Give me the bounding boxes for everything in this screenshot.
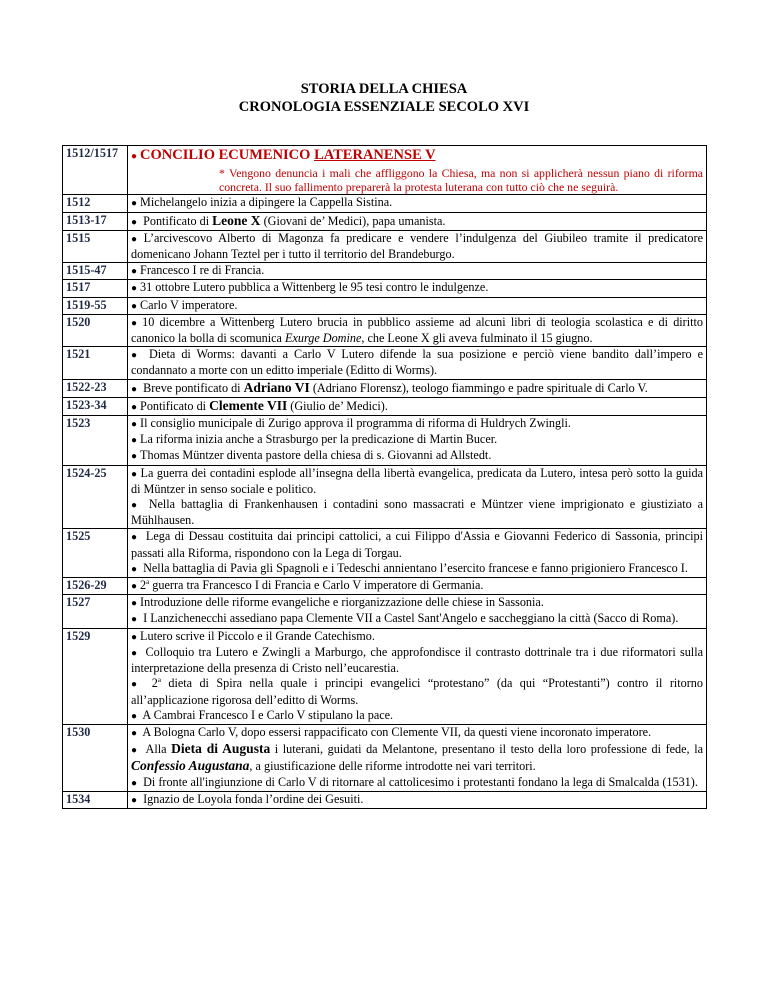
year-cell: 1523 [63, 416, 128, 466]
year-cell: 1520 [63, 314, 128, 346]
table-row [63, 347, 707, 379]
bullet-icon: ● [131, 383, 138, 395]
year-cell: 1515 [63, 230, 128, 262]
table-row [63, 465, 707, 529]
year-cell: 1524-25 [63, 465, 128, 529]
event-item: ● Nella battaglia di Frankenhausen i contadini sono massacrati e Müntzer viene imprigionato e giustiziato a Mühlhausen. [131, 497, 704, 528]
bullet-icon: ● [131, 777, 138, 789]
table-row [63, 416, 707, 466]
table-row [63, 280, 707, 297]
table-row [63, 230, 707, 262]
event-cell: ● Breve pontificato di Adriano VI (Adriano Florensz), teologo fiammingo e padre spirituale di Carlo V. [128, 379, 707, 397]
document-subtitle: CRONOLOGIA ESSENZIALE SECOLO XVI [238, 99, 530, 115]
bullet-icon: ● [131, 500, 140, 512]
table-row [63, 628, 707, 724]
council-heading: ● CONCILIO ECUMENICO LATERANENSE V [131, 147, 436, 163]
table-row [63, 595, 707, 628]
event-item: ● Lutero scrive il Piccolo e il Grande Catechismo. [131, 628, 375, 643]
bullet-icon: ● [131, 198, 138, 210]
table-row [63, 791, 707, 808]
bullet-icon: ● [131, 468, 138, 480]
document-title: STORIA DELLA CHIESA [300, 81, 468, 97]
event-cell [128, 595, 707, 628]
event-cell [128, 628, 707, 724]
bullet-icon: ● [131, 151, 138, 162]
event-cell [128, 146, 707, 195]
event-cell: ● L’arcivescovo Alberto di Magonza fa predicare e vendere l’indulgenza del Giubileo tramite il predicatore domenicano Johann Teztel per i tutto il territorio del Brandeburgo. [128, 230, 707, 262]
table-row [63, 724, 707, 791]
year-cell: 1526-29 [63, 578, 128, 595]
bullet-icon: ● [131, 647, 139, 659]
table-row [63, 263, 707, 280]
chronology-table [62, 145, 707, 809]
table-row [63, 379, 707, 397]
event-cell [128, 724, 707, 791]
event-item: ● Alla Dieta di Augusta i luterani, guidati da Melantone, presentano il testo della loro professione di fede, la Confessio Augustana, a giustificazione delle riforme introdotte nei vari territori. [131, 741, 703, 774]
event-cell [128, 416, 707, 466]
event-cell: ● Pontificato di Clemente VII (Giulio de’ Medici). [128, 397, 707, 415]
event-item: ● La guerra dei contadini esplode all’insegna della libertà evangelica, predicata da Lutero, intesa però sotto la guida di Müntzer in senso sociale e politico. [131, 465, 703, 496]
event-item: ● A Bologna Carlo V, dopo essersi rappacificato con Clemente VII, da questi viene incoronato imperatore. [131, 724, 652, 739]
bullet-icon: ● [131, 794, 138, 806]
event-cell: ● Francesco I re di Francia. [128, 263, 707, 280]
bullet-icon: ● [131, 532, 139, 544]
event-cell: ● Ignazio de Loyola fonda l’ordine dei Gesuiti. [128, 791, 707, 808]
bullet-icon: ● [131, 563, 138, 575]
bullet-icon: ● [131, 283, 138, 295]
bullet-icon: ● [131, 401, 138, 413]
event-item: ● Il consiglio municipale di Zurigo approva il programma di riforma di Huldrych Zwingli. [131, 416, 571, 431]
year-cell: 1530 [63, 724, 128, 791]
year-cell: 1521 [63, 347, 128, 379]
event-cell [128, 465, 707, 529]
bullet-icon: ● [131, 581, 138, 593]
table-row [63, 212, 707, 230]
event-cell: ● 10 dicembre a Wittenberg Lutero brucia in pubblico assieme ad alcuni libri di teologia scolastica e di diritto canonico la bolla di scomunica Exurge Domine, che Leone X gli aveva fulminato il 15 giugno. [128, 314, 707, 346]
table-row [63, 297, 707, 314]
year-cell: 1512/1517 [63, 146, 128, 195]
event-item: ● Introduzione delle riforme evangeliche e riorganizzazione delle chiese in Sassonia. [131, 595, 544, 610]
event-cell [128, 529, 707, 578]
year-cell: 1523-34 [63, 397, 128, 415]
event-cell: ● Pontificato di Leone X (Giovani de’ Medici), papa umanista. [128, 212, 707, 230]
year-cell: 1517 [63, 280, 128, 297]
bullet-icon: ● [131, 745, 139, 757]
event-cell: ● Carlo V imperatore. [128, 297, 707, 314]
event-item: ● I Lanzichenecchi assediano papa Clemente VII a Castel Sant'Angelo e saccheggiano la città (Sacco di Roma). [131, 611, 679, 626]
year-cell: 1519-55 [63, 297, 128, 314]
bullet-icon: ● [131, 435, 138, 447]
bullet-icon: ● [131, 451, 138, 463]
year-cell: 1527 [63, 595, 128, 628]
bullet-icon: ● [131, 233, 141, 245]
event-cell: ● 31 ottobre Lutero pubblica a Wittenberg le 95 tesi contro le indulgenze. [128, 280, 707, 297]
year-cell: 1515-47 [63, 263, 128, 280]
event-cell: ● 2$^a$ guerra tra Francesco I di Francia e Carlo V imperatore di Germania. [128, 578, 707, 595]
bullet-icon: ● [131, 679, 142, 691]
table-row [63, 529, 707, 578]
council-note: * Vengono denuncia i mali che affliggono la Chiesa, ma non si applicherà nessun piano di riforma concreta. Il suo fallimento preparerà la protesta luterana con tutto ciò che ne seguirà. [219, 166, 703, 195]
year-cell: 1534 [63, 791, 128, 808]
table-row [63, 578, 707, 595]
document-header [0, 80, 768, 116]
year-cell: 1522-23 [63, 379, 128, 397]
year-cell: 1512 [63, 195, 128, 212]
event-item: ● La riforma inizia anche a Strasburgo per la predicazione di Martin Bucer. [131, 432, 498, 447]
event-item: ● Nella battaglia di Pavia gli Spagnoli e i Tedeschi annientano l’esercito francese e fanno prigioniero Francesco I. [131, 560, 688, 575]
bullet-icon: ● [131, 317, 140, 329]
bullet-icon: ● [131, 727, 138, 739]
bullet-icon: ● [131, 710, 138, 722]
bullet-icon: ● [131, 631, 138, 643]
bullet-icon: ● [131, 350, 140, 362]
event-item: ● 2$^a$ dieta di Spira nella quale i principi evangelici “protestano” (da qui “Protestanti”) contro il ritorno all’applicazione rigorosa dell’editto di Worms. [131, 676, 703, 707]
bullet-icon: ● [131, 419, 138, 431]
table-row [63, 146, 707, 195]
event-item: ● Di fronte all'ingiunzione di Carlo V di ritornare al cattolicesimo i protestanti fondano la lega di Smalcalda (1531). [131, 774, 698, 789]
year-cell: 1529 [63, 628, 128, 724]
bullet-icon: ● [131, 216, 138, 228]
table-row [63, 314, 707, 346]
event-item: ● A Cambrai Francesco I e Carlo V stipulano la pace. [131, 707, 394, 722]
table-row [63, 397, 707, 415]
bullet-icon: ● [131, 614, 138, 626]
event-item: ● Thomas Müntzer diventa pastore della chiesa di s. Giovanni ad Allstedt. [131, 448, 492, 463]
event-cell: ● Dieta di Worms: davanti a Carlo V Lutero difende la sua posizione e perciò viene bandito dall’impero e condannato a morte con un editto imperiale (Editto di Worms). [128, 347, 707, 379]
event-item: ● Lega di Dessau costituita dai principi cattolici, a cui Filippo d'Assia e Giovanni Federico di Sassonia, principi passati alla Riforma, rispondono con la Lega di Torgau. [131, 529, 704, 560]
bullet-icon: ● [131, 598, 138, 610]
bullet-icon: ● [131, 300, 138, 312]
table-row [63, 195, 707, 212]
year-cell: 1525 [63, 529, 128, 578]
bullet-icon: ● [131, 266, 138, 278]
event-item: ● Colloquio tra Lutero e Zwingli a Marburgo, che approfondisce il contrasto dottrinale tra i due riformatori sulla interpretazione della presenza di Cristo nell’eucarestia. [131, 644, 703, 676]
year-cell: 1513-17 [63, 212, 128, 230]
event-cell: ● Michelangelo inizia a dipingere la Cappella Sistina. [128, 195, 707, 212]
